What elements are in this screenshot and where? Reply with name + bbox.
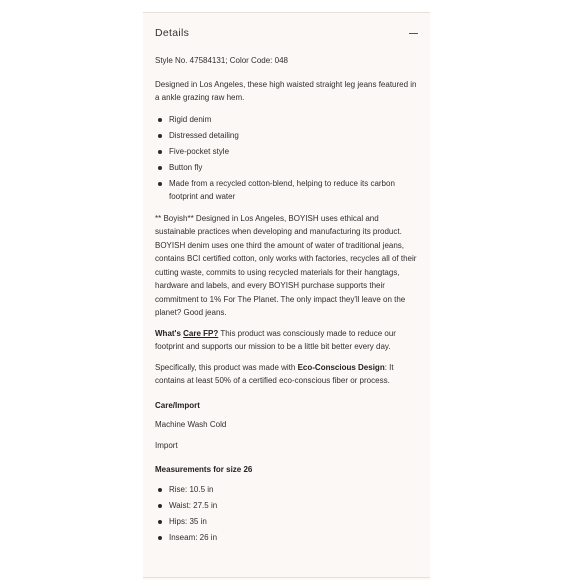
care-fp-paragraph <box>155 327 421 354</box>
list-item: Hips: 35 in <box>155 515 421 529</box>
measurements-list <box>155 483 421 545</box>
details-content <box>155 54 421 547</box>
list-item: Button fly <box>155 161 421 174</box>
eco-design-label: Eco-Conscious Design <box>297 362 385 372</box>
brand-description: ** Boyish** Designed in Los Angeles, BOYISH uses ethical and sustainable practices when developing and manufacturing its product. BOYISH denim uses one third the amount of water of traditional jeans, contains BCI certified cotton, only works with factories, recycles all of their cutting waste, commits to using recycled materials for their hangtags, hardware and labels, and every BOYISH purchase supports their commitment to 1% For The Planet. The only impact they'll leave on the planet? Good jeans. <box>155 213 417 317</box>
list-item: Made from a recycled cotton-blend, helping to reduce its carbon footprint and water <box>155 177 421 203</box>
divider <box>143 577 430 578</box>
list-item: Distressed detailing <box>155 129 421 142</box>
feature-list <box>155 113 421 203</box>
product-intro: Designed in Los Angeles, these high waisted straight leg jeans featured in a ankle grazing raw hem. <box>155 79 417 102</box>
care-fp-link[interactable]: Care FP? <box>183 328 219 338</box>
style-number: Style No. 47584131; Color Code: 048 <box>155 56 288 65</box>
measurements-heading: Measurements for size 26 <box>155 465 253 474</box>
list-item: Inseam: 26 in <box>155 531 421 545</box>
list-item: Five-pocket style <box>155 145 421 158</box>
minus-icon[interactable] <box>409 33 418 34</box>
care-fp-text: This product was consciously made to reduce our footprint and supports our mission to be a little bit better every day. <box>155 328 396 351</box>
origin-import: Import <box>155 440 178 450</box>
wash-instructions: Machine Wash Cold <box>155 420 227 429</box>
list-item: Rise: 10.5 in <box>155 483 421 497</box>
list-item: Waist: 27.5 in <box>155 499 421 513</box>
care-fp-prefix: What's <box>155 328 184 338</box>
eco-conscious-paragraph <box>155 361 421 388</box>
eco-prefix: Specifically, this product was made with <box>155 362 298 372</box>
list-item: Rigid denim <box>155 113 421 126</box>
eco-text: : It contains at least 50% of a certified eco-conscious fiber or process. <box>155 362 394 385</box>
care-import-heading: Care/Import <box>155 400 200 410</box>
details-panel <box>143 12 430 580</box>
details-title: Details <box>155 27 190 39</box>
details-accordion-header[interactable] <box>143 13 430 53</box>
